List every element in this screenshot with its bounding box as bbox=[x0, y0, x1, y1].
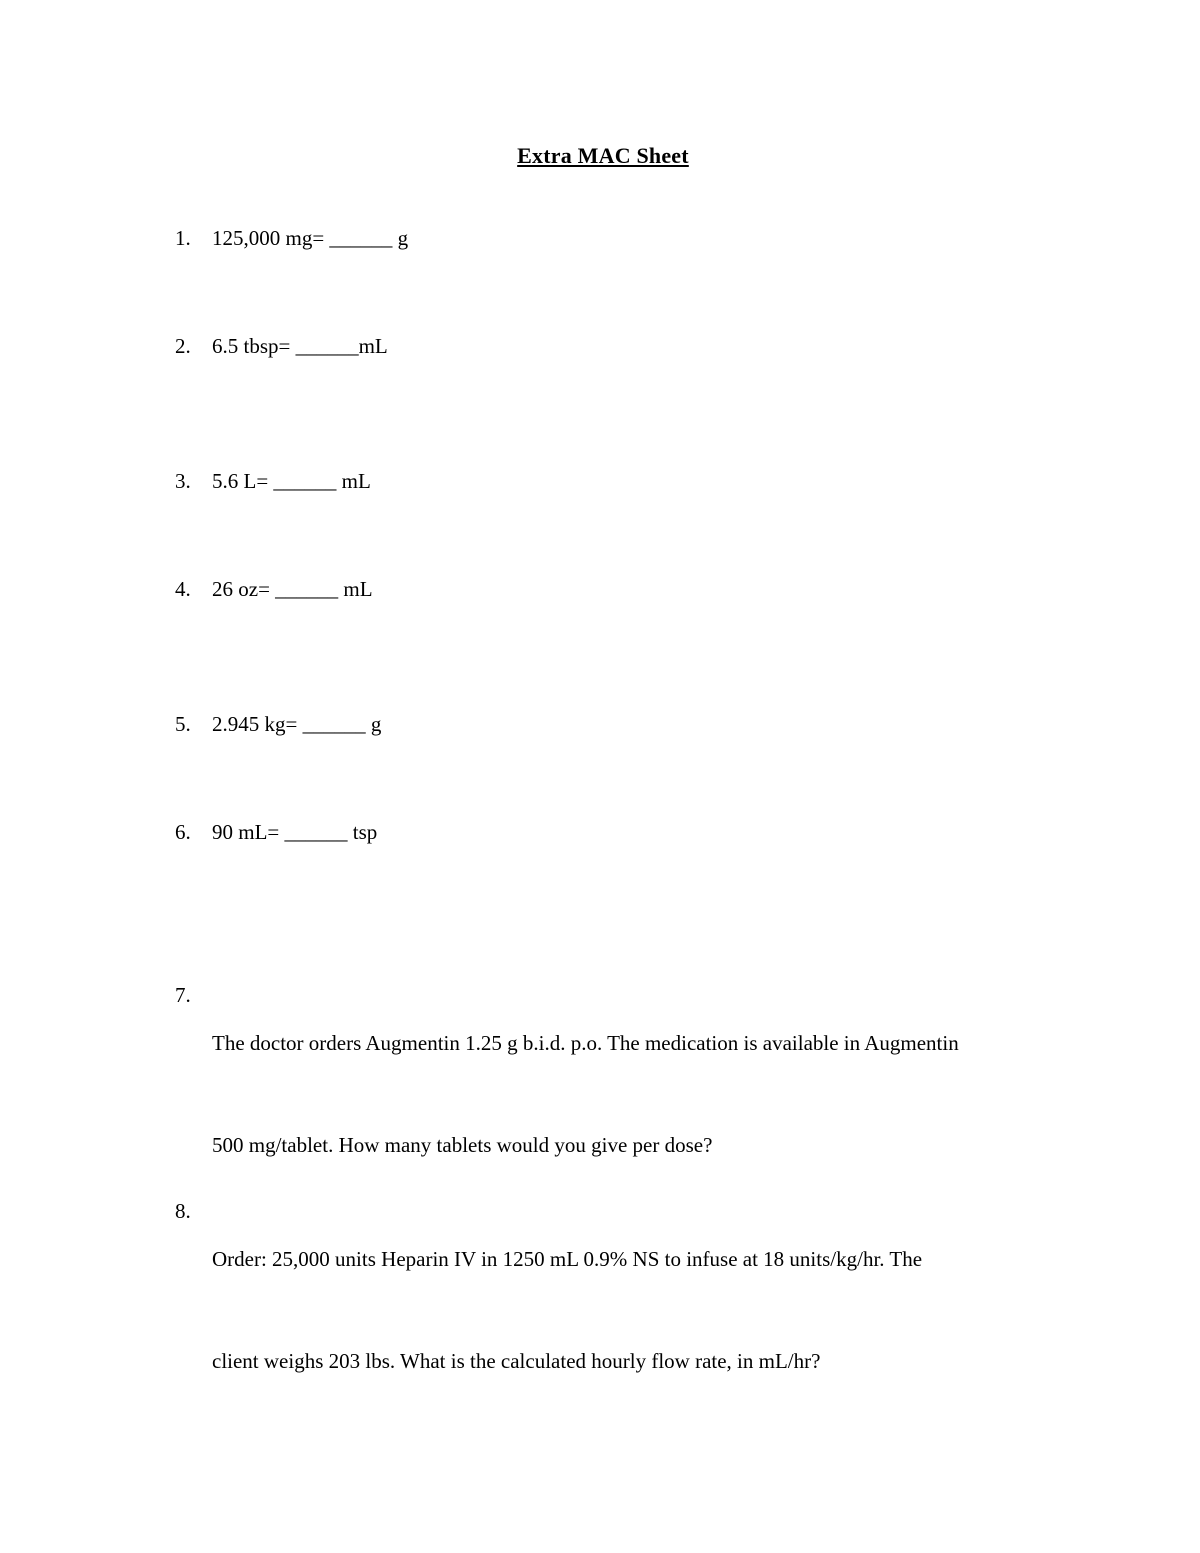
question-text-line-1: The doctor orders Augmentin 1.25 g b.i.d. p.o. The medication is available in Augmentin bbox=[212, 1031, 959, 1055]
question-text: 6.5 tbsp= ______mL bbox=[212, 334, 388, 358]
question-text: 5.6 L= ______ mL bbox=[212, 469, 371, 493]
question-text-line-2: client weighs 203 lbs. What is the calculated hourly flow rate, in mL/hr? bbox=[212, 1349, 821, 1373]
page-title: Extra MAC Sheet bbox=[517, 143, 689, 168]
question-text-line-2: 500 mg/tablet. How many tablets would you give per dose? bbox=[212, 1133, 713, 1157]
question-number: 8. bbox=[175, 1199, 191, 1223]
question-text: 26 oz= ______ mL bbox=[212, 577, 373, 601]
question-number: 6. bbox=[175, 820, 191, 844]
question-text: 90 mL= ______ tsp bbox=[212, 820, 378, 844]
question-number: 5. bbox=[175, 712, 191, 736]
question-number: 3. bbox=[175, 469, 191, 493]
question-text: 2.945 kg= ______ g bbox=[212, 712, 382, 736]
question-text-line-1: Order: 25,000 units Heparin IV in 1250 mL 0.9% NS to infuse at 18 units/kg/hr. The bbox=[212, 1247, 923, 1271]
question-number: 2. bbox=[175, 334, 191, 358]
question-number: 1. bbox=[175, 226, 191, 250]
question-number: 4. bbox=[175, 577, 191, 601]
question-number: 7. bbox=[175, 983, 191, 1007]
question-text: 125,000 mg= ______ g bbox=[212, 226, 409, 250]
